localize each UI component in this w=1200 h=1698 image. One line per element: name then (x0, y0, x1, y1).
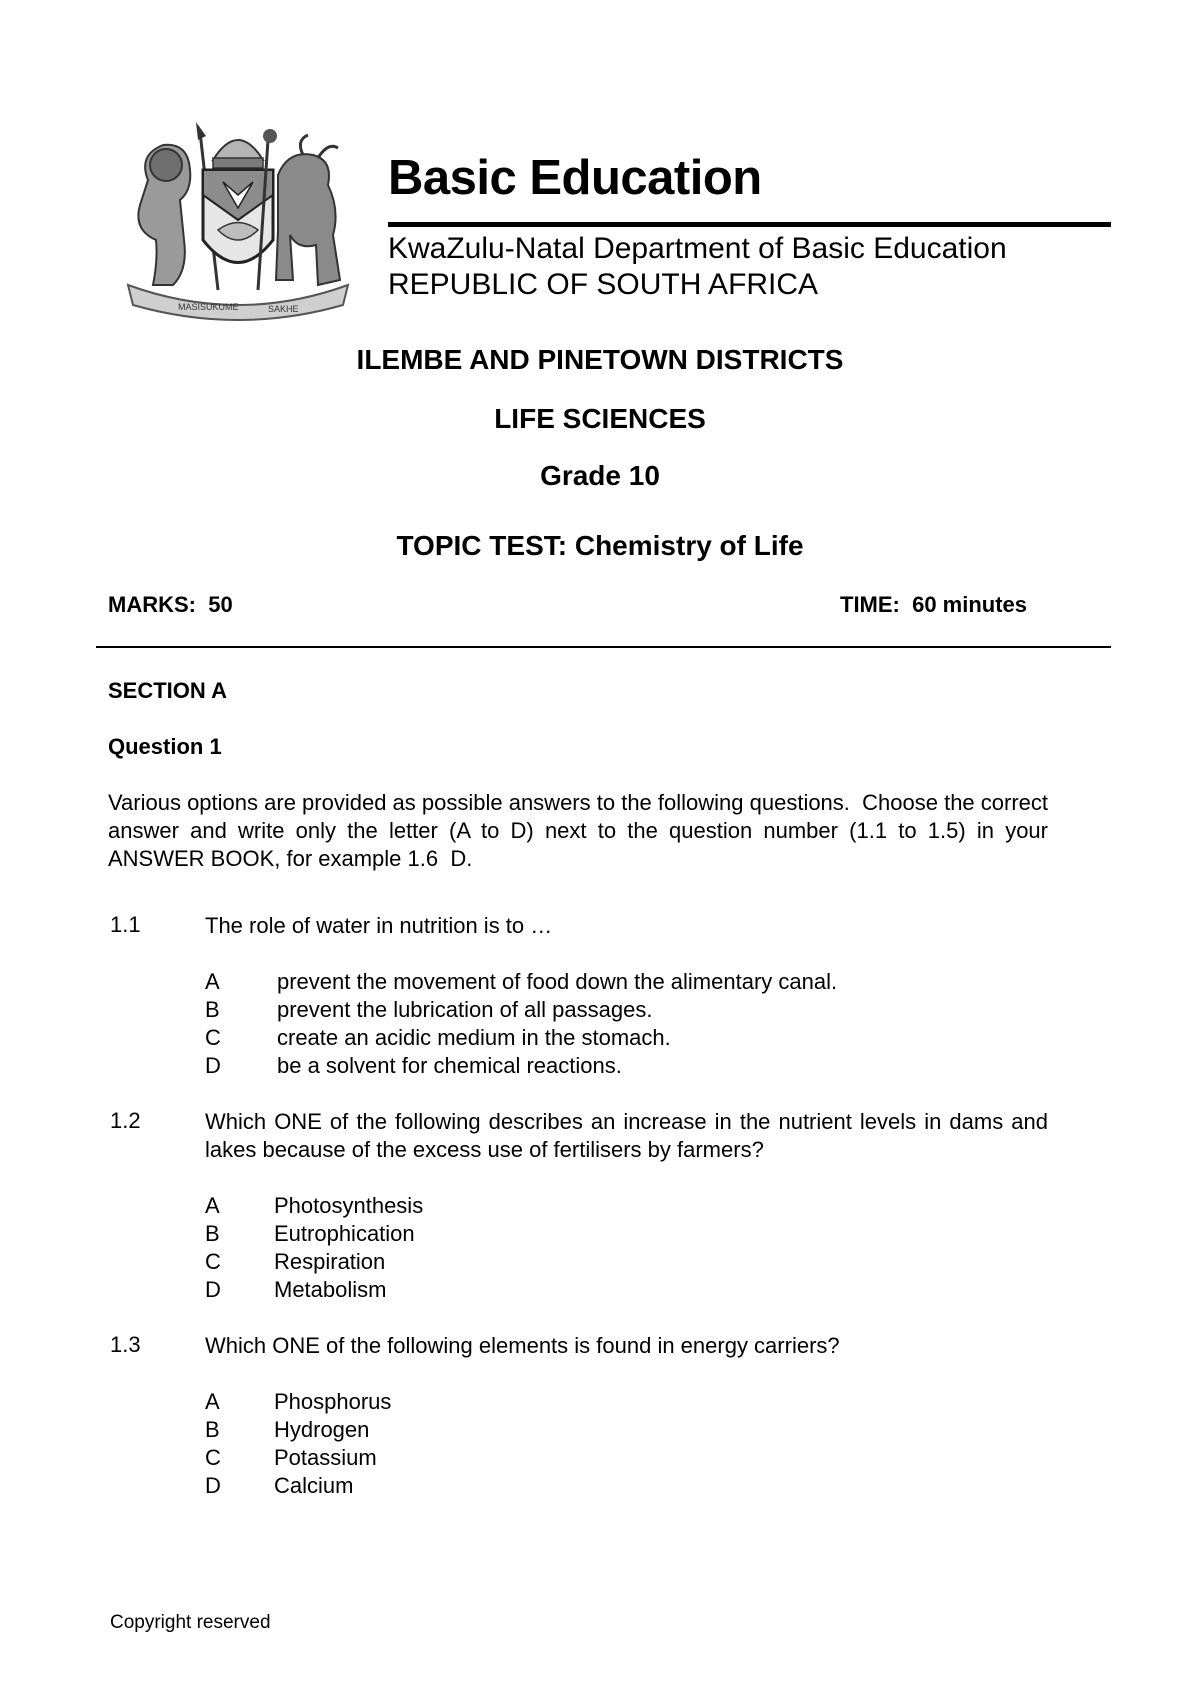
option-text: Hydrogen (274, 1417, 370, 1442)
option-row (205, 1388, 391, 1416)
option-letter: A (205, 1193, 220, 1218)
option-letter: D (205, 1277, 221, 1302)
option-text: prevent the lubrication of all passages. (277, 997, 653, 1022)
question-text: The role of water in nutrition is to … (205, 913, 553, 938)
question-number: 1.3 (110, 1332, 141, 1357)
option-text: Metabolism (274, 1277, 387, 1302)
option-letter: D (205, 1473, 221, 1498)
option-text: Calcium (274, 1473, 354, 1498)
question-text: Which ONE of the following describes an increase in the nutrient levels in dams and lakes because of the excess use of fertilisers by farmers? (205, 1109, 1048, 1162)
option-letter: B (205, 1417, 220, 1442)
option-text: be a solvent for chemical reactions. (277, 1053, 622, 1078)
crest-motto-right: SAKHE (268, 304, 299, 314)
header-divider (96, 646, 1111, 648)
option-text: Respiration (274, 1249, 386, 1274)
option-letter: C (205, 1249, 221, 1274)
time-label: TIME: 60 minutes (840, 592, 1028, 617)
republic-name: REPUBLIC OF SOUTH AFRICA (388, 268, 819, 301)
option-row (205, 1248, 385, 1276)
question-heading: Question 1 (108, 734, 222, 759)
logo-divider (388, 222, 1111, 227)
option-row (205, 1052, 622, 1080)
option-row (205, 996, 652, 1024)
option-letter: A (205, 1389, 220, 1414)
option-row (205, 1192, 423, 1220)
option-row (205, 1444, 377, 1472)
option-text: Eutrophication (274, 1221, 415, 1246)
option-letter: C (205, 1025, 221, 1050)
option-text: Photosynthesis (274, 1193, 424, 1218)
option-row (205, 1276, 386, 1304)
question-text: Which ONE of the following elements is found in energy carriers? (205, 1333, 840, 1358)
option-text: prevent the movement of food down the alimentary canal. (277, 969, 838, 994)
copyright-footer: Copyright reserved (110, 1612, 271, 1633)
option-row (205, 968, 837, 996)
option-text: Potassium (274, 1445, 377, 1470)
crest-motto-left: MASISUKUME (178, 302, 239, 312)
option-row (205, 1416, 369, 1444)
question-number: 1.2 (110, 1108, 141, 1133)
instructions: Various options are provided as possible answers to the following questions. Choose the correct answer and write only the letter (A to D) next to the question number (1.1 to 1.5) in your ANSWER BOOK, for example 1.6 D. (108, 790, 1055, 871)
option-row (205, 1472, 353, 1500)
option-row (205, 1024, 671, 1052)
option-letter: A (205, 969, 220, 994)
option-text: Phosphorus (274, 1389, 392, 1414)
option-letter: B (205, 1221, 220, 1246)
subject-heading: LIFE SCIENCES (494, 403, 706, 434)
option-text: create an acidic medium in the stomach. (277, 1025, 671, 1050)
option-letter: D (205, 1053, 221, 1078)
topic-heading: TOPIC TEST: Chemistry of Life (396, 530, 804, 561)
question-number: 1.1 (110, 912, 141, 937)
option-row (205, 1220, 415, 1248)
grade-heading: Grade 10 (540, 460, 660, 491)
section-heading: SECTION A (108, 678, 227, 703)
department-name: KwaZulu-Natal Department of Basic Education (388, 232, 1007, 265)
marks-label: MARKS: 50 (108, 592, 233, 617)
districts-heading: ILEMBE AND PINETOWN DISTRICTS (356, 344, 844, 375)
logo-title: Basic Education (388, 151, 762, 205)
option-letter: C (205, 1445, 221, 1470)
coat-of-arms-logo (118, 120, 358, 335)
option-letter: B (205, 997, 220, 1022)
